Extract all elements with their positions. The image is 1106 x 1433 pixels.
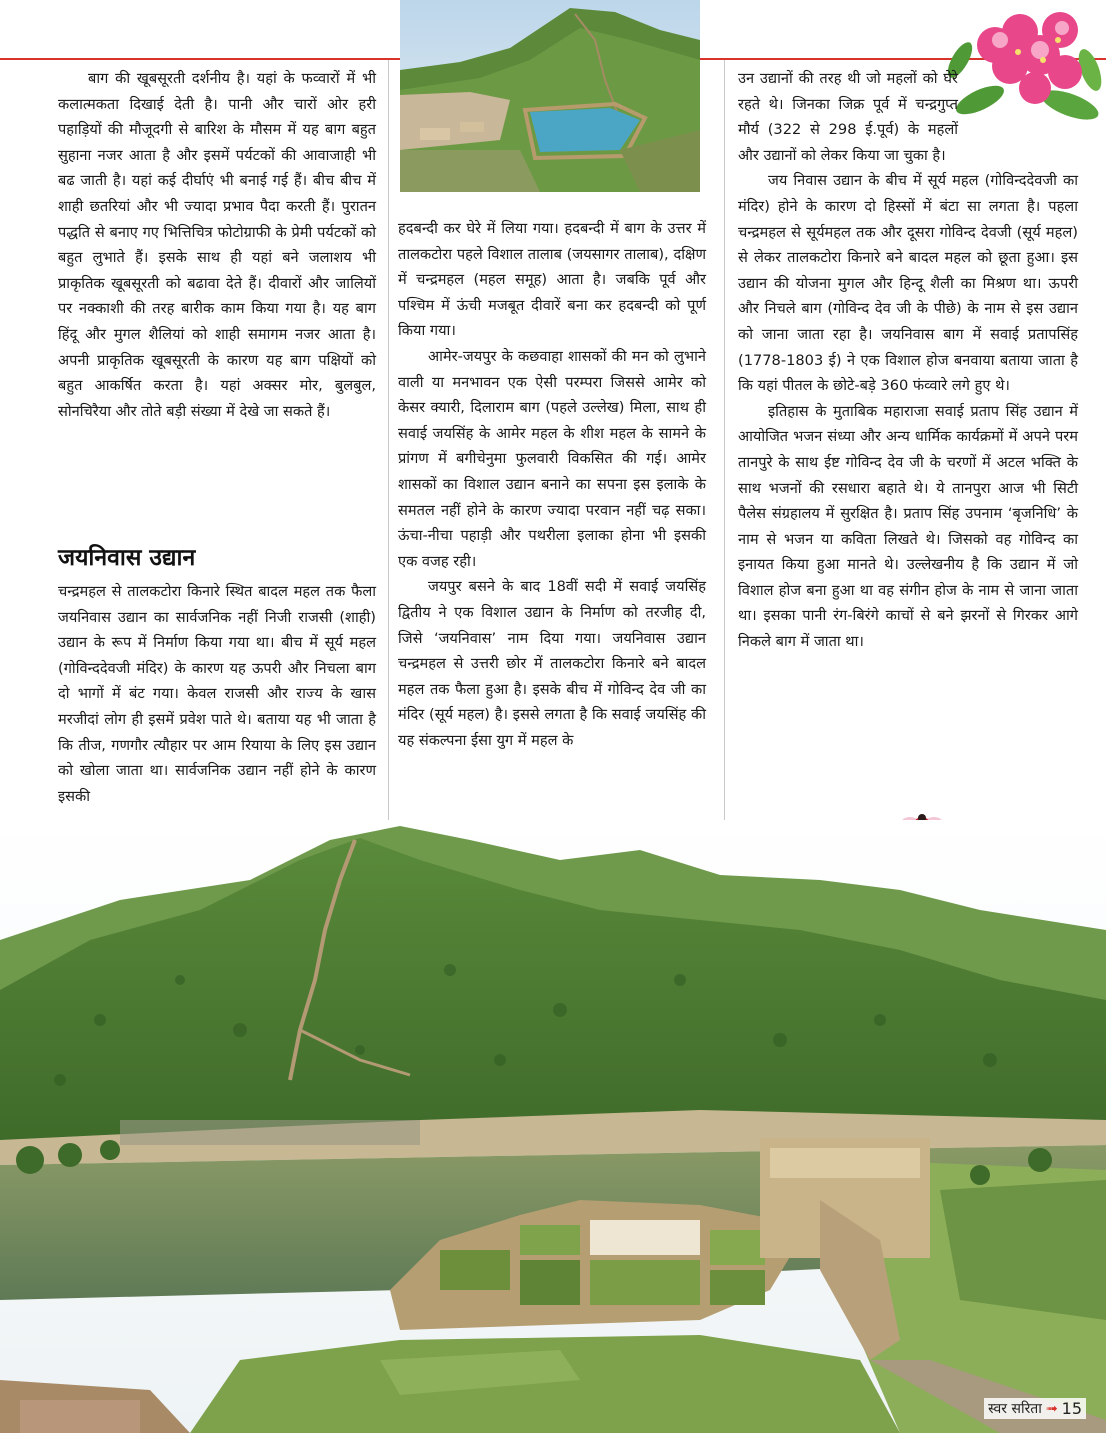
paragraph: चन्द्रमहल से तालकटोरा किनारे स्थित बादल महल तक फैला जयनिवास उद्यान का सार्वजनिक नहीं निजी राजसी (शाही) उद्यान के रूप में निर्माण किया गया था। बीच में सूर्य महल (गोविन्ददेवजी मंदिर) के कारण यह ऊपरी और निचला बाग दो भागों में बंट गया। केवल राजसी और राज्य के खास मरजीदां लोग ही इसमें प्रवेश पाते थे। बताया यह भी जाता है कि तीज, गणगौर त्यौहार पर आम रियाया के लिए इस उद्यान को खोला जाता था। सार्वजनिक उद्यान नहीं होने के कारण इसकी	[58, 583, 376, 805]
paragraph: उन उद्यानों की तरह थी जो महलों को घेरे रहते थे। जिनका जिक्र पूर्व में चन्द्रगुप्त मौर्य (322 से 298 ई.पूर्व) के महलों और उद्यानों को लेकर किया जा चुका है।	[738, 70, 958, 164]
column-left-top	[58, 66, 376, 424]
column-middle	[398, 216, 706, 753]
paragraph: जय निवास उद्यान के बीच में सूर्य महल (गोविन्ददेवजी का मंदिर) होने के कारण दो हिस्सों में बंटा सा लगता है। पहला चन्द्रमहल से सूर्यमहल तक और दूसरा गोविन्द देवजी (सूर्य महल) से लेकर तालकटोरा किनारे बने बादल महल को छूता हुआ। इस उद्यान की योजना मुगल और हिन्दू शैली का मिश्रण था। ऊपरी और निचले बाग (गोविन्द देव जी के पीछे) के नाम से इस उद्यान को जाना जाता रहा है। जयनिवास बाग में सवाई प्रतापसिंह (1778-1803 ई) ने एक विशाल होज बनवाया बताया जाता है कि यहां पीतल के छोटे-बड़े 360 फंव्वारे लगे हुए थे।	[738, 172, 1078, 395]
top-photo-amer-fort	[400, 0, 700, 192]
landscape-photo-kesar-kyari	[0, 820, 1106, 1433]
paragraph: जयपुर बसने के बाद 18वीं सदी में सवाई जयसिंह द्वितीय ने एक विशाल उद्यान के निर्माण को तरजीह दी, जिसे ‘जयनिवास’ नाम दिया गया। जयनिवास उद्यान चन्द्रमहल से उत्तरी छोर में तालकटोरा किनारे बने बादल महल तक फैला हुआ है। इसके बीच में गोविन्द देव जी का मंदिर (सूर्य महल) है। इससे लगता है कि सवाई जयसिंह की यह संकल्पना ईसा युग में महल के	[398, 578, 706, 749]
section-heading: जयनिवास उद्यान	[58, 545, 196, 571]
column-right	[738, 66, 1078, 655]
column-divider	[388, 60, 389, 820]
magazine-name: स्वर सरिता	[988, 1401, 1042, 1417]
paragraph: आमेर-जयपुर के कछवाहा शासकों की मन को लुभाने वाली या मनभावन एक ऐसी परम्परा जिससे आमेर को केसर क्यारी, दिलाराम बाग (पहले उल्लेख) मिला, साथ ही सवाई जयसिंह के आमेर महल के शीश महल के सामने के प्रांगण में बगीचेनुमा फुलवारी विकसित की गई। आमेर शासकों का विशाल उद्यान बनाने का सपना इस इलाके के समतल नहीं होने के कारण ज्यादा परवान नहीं चढ़ सका। ऊंचा-नीचा पहाड़ी और पथरीला इलाका होना भी इसकी एक वजह रही।	[398, 347, 706, 570]
column-left-bottom	[58, 579, 376, 809]
page-footer	[984, 1398, 1086, 1419]
paragraph: हदबन्दी कर घेरे में लिया गया। हदबन्दी में बाग के उत्तर में तालकटोरा पहले विशाल तालाब (जयसागर तालाब), दक्षिण में चन्द्रमहल (महल समूह) आता है। जबकि पूर्व और पश्चिम में ऊंची मजबूत दीवारें बना कर हदबन्दी को पूर्ण किया गया।	[398, 220, 706, 340]
page-number: 15	[1061, 1399, 1082, 1418]
paragraph: इतिहास के मुताबिक महाराजा सवाई प्रताप सिंह उद्यान में आयोजित भजन संध्या और अन्य धार्मिक कार्यक्रमों में अपने परम तानपुरे के साथ ईष्ट गोविन्द देव जी के चरणों में अटल भक्ति के साथ भजनों की रसधारा बहाते थे। ये तानपुरा आज भी सिटी पैलेस संग्रहालय में सुरक्षित है। प्रताप सिंह उपनाम ‘बृजनिधि’ के नाम से भजन या कविता लिखते थे। जिसको वह गोविन्द का इनायत किया हुआ मानते थे। उल्लेखनीय है कि उद्यान में जो विशाल होज बना हुआ था वह संगीन होज के नाम से जाना जाता था। इसका पानी रंग-बिरंगे काचों से बने झरनों से गिरकर आगे निकले बाग में जाता था।	[738, 402, 1078, 651]
arrow-icon: ➟	[1045, 1400, 1058, 1417]
column-divider	[724, 60, 725, 820]
paragraph: बाग की खूबसूरती दर्शनीय है। यहां के फव्वारों में भी कलात्मकता दिखाई देती है। पानी और चारों ओर हरी पहाड़ियों की मौजूदगी से बारिश के मौसम में यह बाग बहुत सुहाना नजर आता है और इसमें पर्यटकों की आवाजाही भी बढ जाती है। यहां कई दीर्घाएं भी बनाई गई हैं। बीच बीच में शाही छतरियां और भी ज्यादा प्रभाव पैदा करती हैं। पुरातन पद्धति से बनाए गए भित्तिचित्र फोटोग्राफी के प्रेमी पर्यटकों को बहुत लुभाते हैं। इसके साथ ही यहां बने जलाशय भी प्राकृतिक खूबसूरती को बढावा देते हैं। दीवारों और जालियों पर नक्काशी की तरह बारीक काम किया गया है। यह बाग हिंदू और मुगल शैलियां को शाही समागम नजर आता है। अपनी प्राकृतिक खूबसूरती के कारण यह बाग पक्षियों को बहुत आकर्षित करता है। यहां अक्सर मोर, बुलबुल, सोनचिरैया और तोते बड़ी संख्या में देखे जा सकते हैं।	[58, 70, 376, 420]
